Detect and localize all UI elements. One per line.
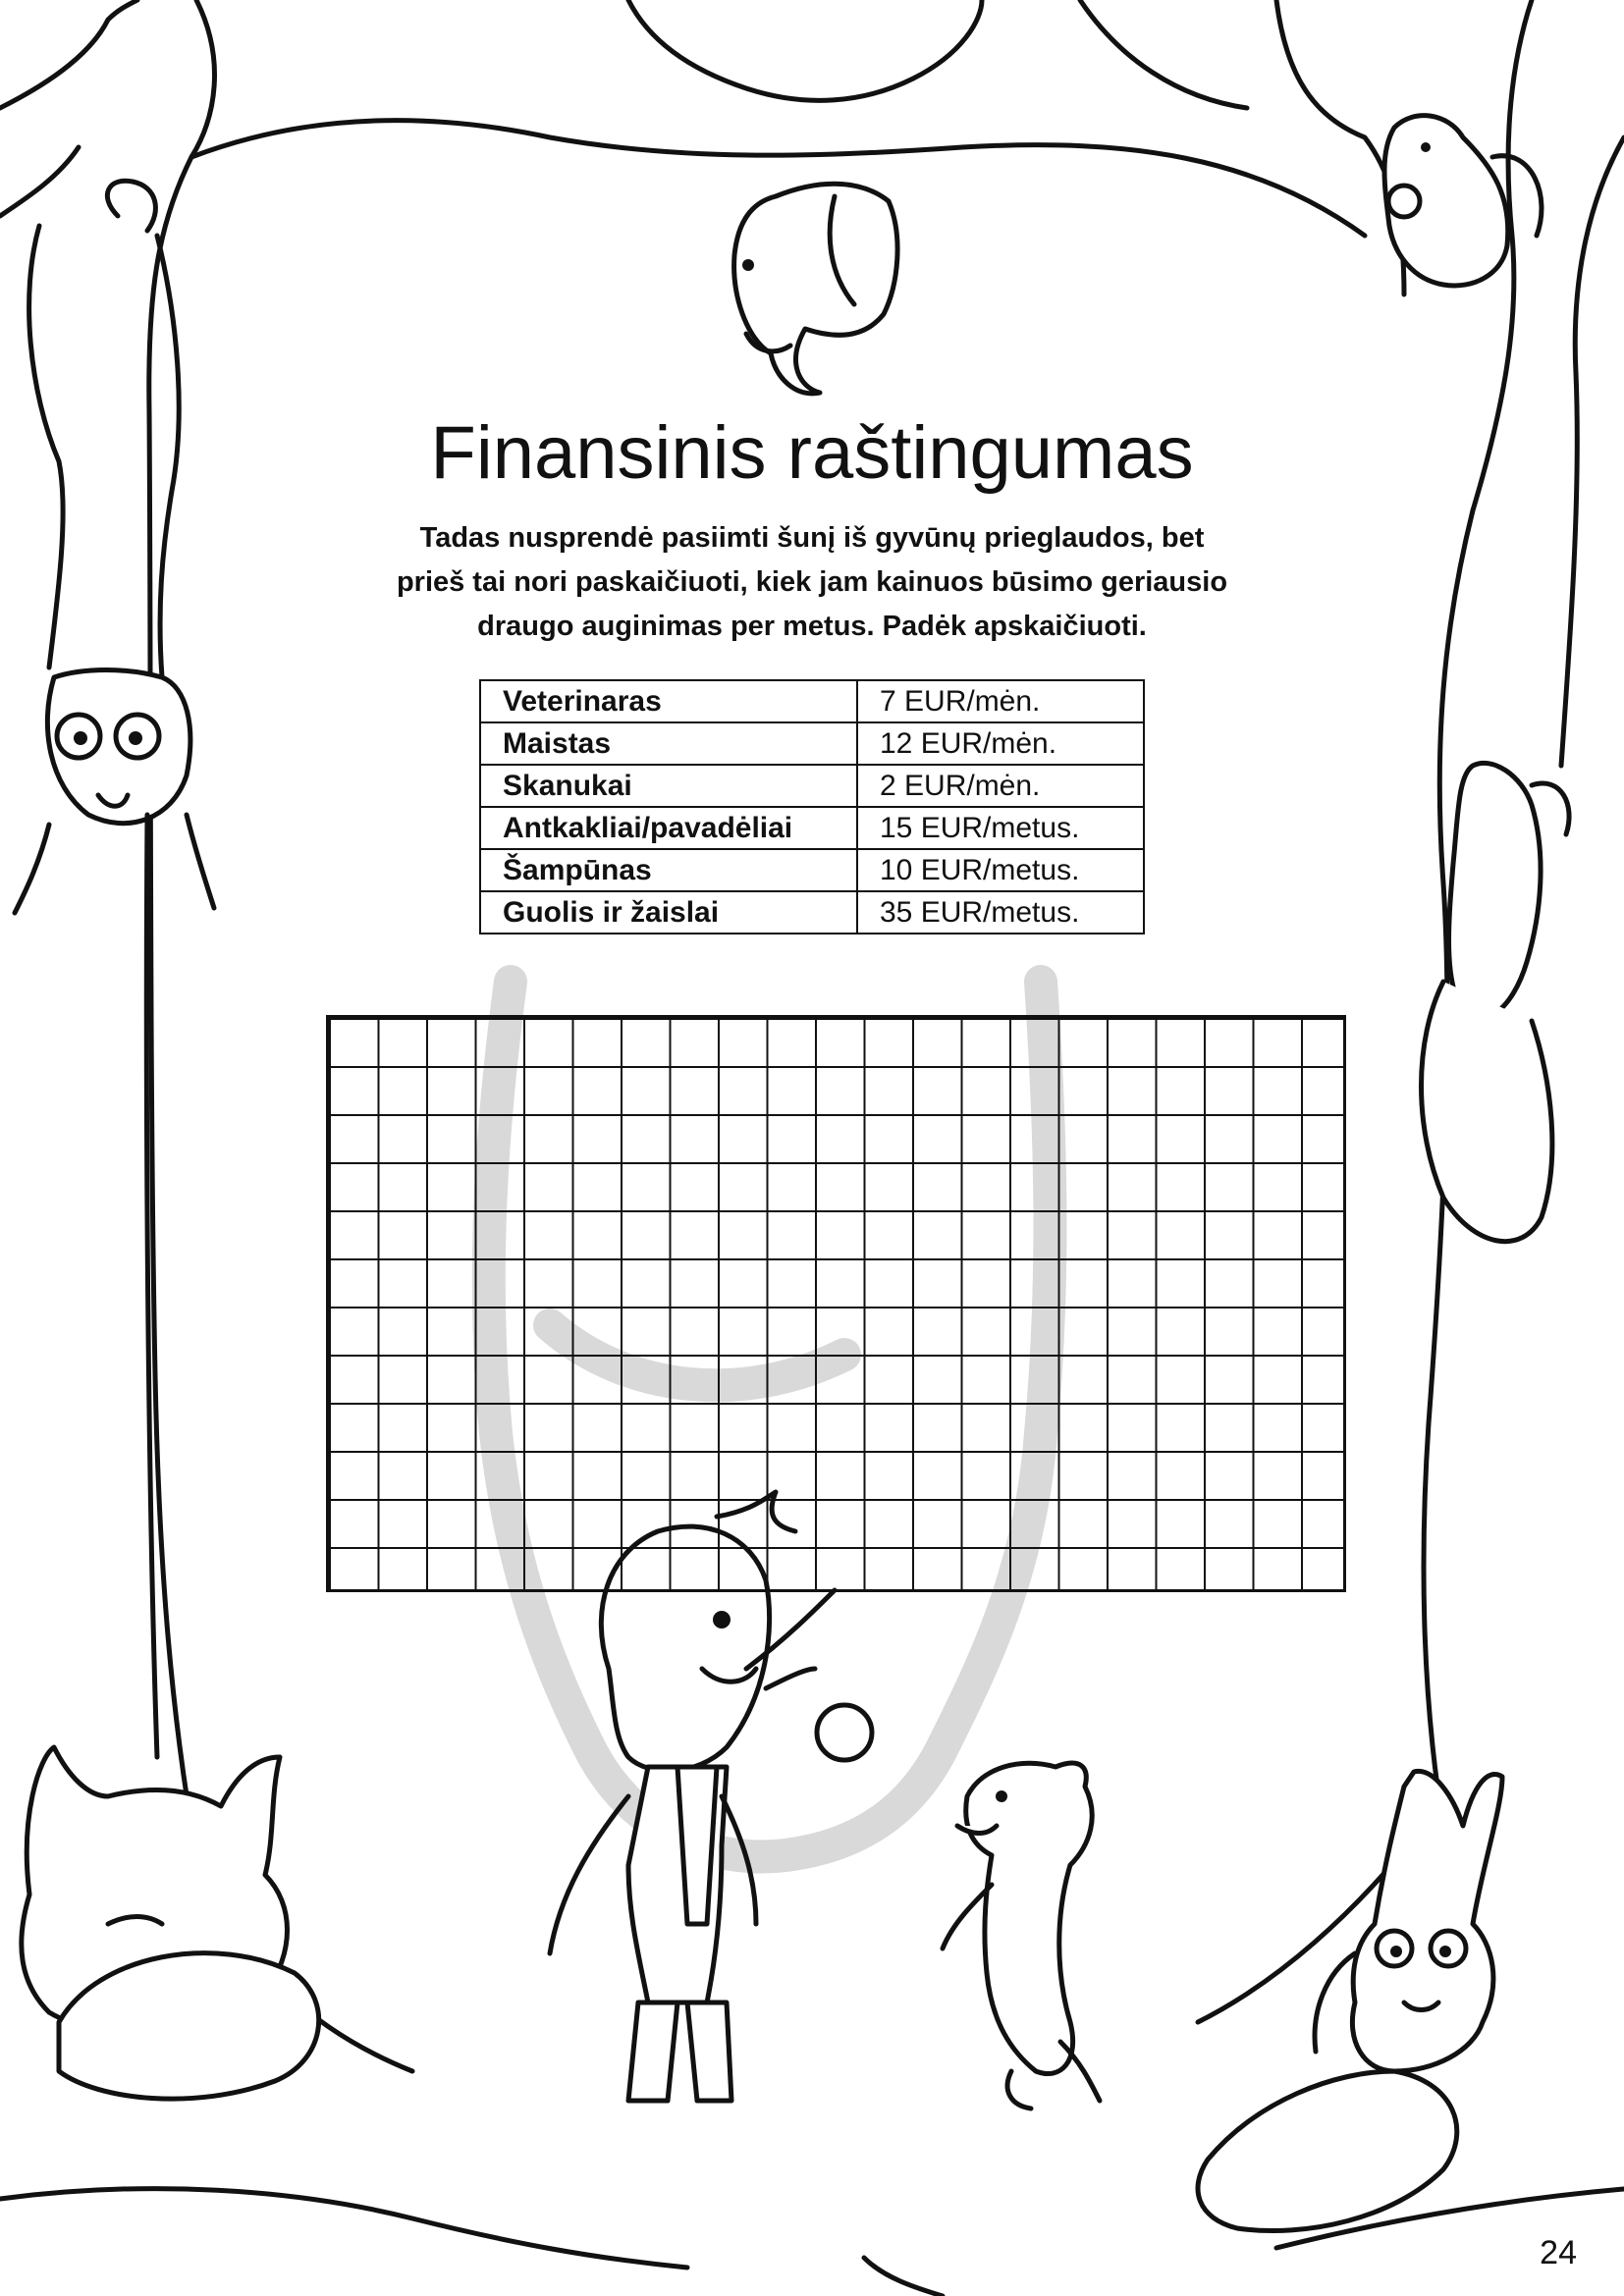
calculation-grid[interactable] [326,1015,1346,1592]
intro-text [314,516,1310,649]
cost-price: 35 EUR/metus. [857,891,1144,934]
table-row [480,891,1144,934]
table-row [480,680,1144,722]
cost-price: 12 EUR/mėn. [857,722,1144,765]
jumping-dog-drawing [943,1763,1100,2109]
cost-item: Veterinaras [480,680,857,722]
cost-price: 10 EUR/metus. [857,849,1144,891]
intro-line-3: draugo auginimas per metus. Padėk apskaičiuoti. [477,611,1147,642]
table-row [480,722,1144,765]
table-row [480,807,1144,849]
intro-line-1: Tadas nusprendė pasiimti šunį iš gyvūnų prieglaudos, bet [419,522,1205,554]
climbing-squirrel-drawing [1422,763,1570,1241]
table-row [480,849,1144,891]
cost-price: 2 EUR/mėn. [857,765,1144,807]
cost-price: 7 EUR/mėn. [857,680,1144,722]
page-title: Finansinis raštingumas [430,411,1194,495]
costs-table [479,679,1145,934]
cost-item: Guolis ir žaislai [480,891,857,934]
squirrel-with-nut-drawing [1384,116,1542,286]
cost-price: 15 EUR/metus. [857,807,1144,849]
table-row [480,765,1144,807]
cost-item: Maistas [480,722,857,765]
cost-item: Skanukai [480,765,857,807]
sleeping-cat-drawing [22,1747,319,2099]
intro-line-2: prieš tai nori paskaičiuoti, kiek jam kainuos būsimo geriausio [396,566,1228,598]
hanging-monkey-drawing [15,181,214,1757]
elephant-head-drawing [734,184,897,394]
cost-item: Šampūnas [480,849,857,891]
lying-rabbit-drawing [1198,1771,1502,2230]
page-number: 24 [1540,2234,1577,2271]
cost-item: Antkakliai/pavadėliai [480,807,857,849]
